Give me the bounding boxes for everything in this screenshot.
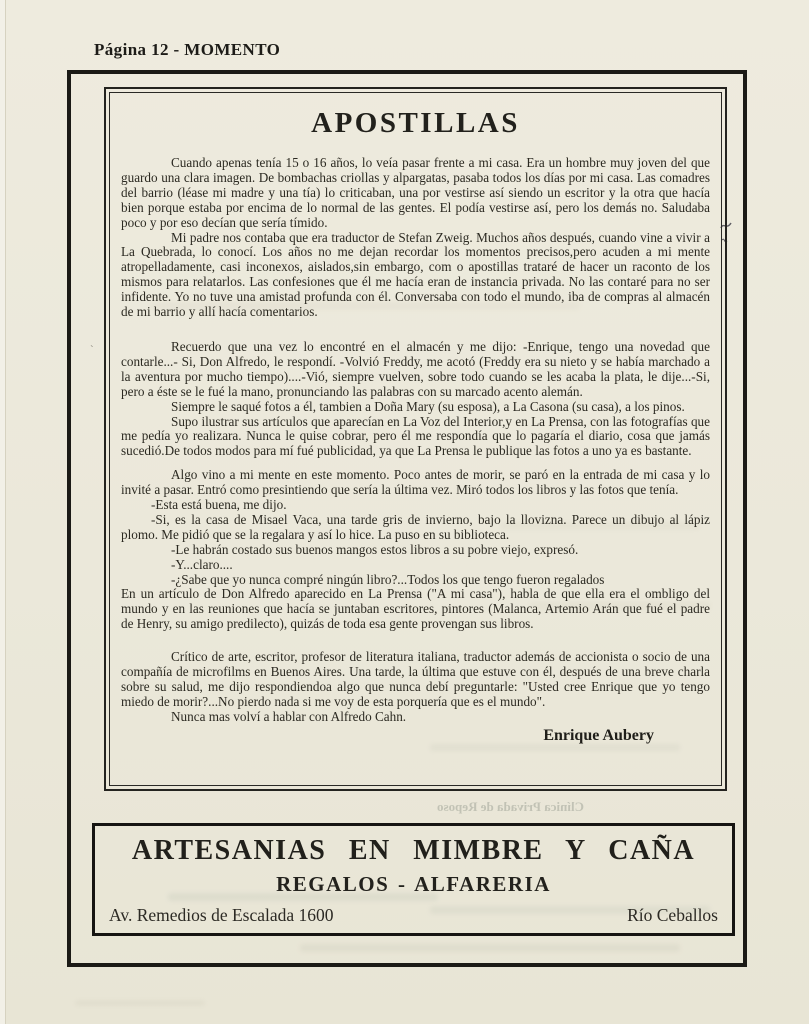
article-body	[121, 156, 710, 744]
article-paragraph: Nunca mas volví a hablar con Alfredo Cahn.	[171, 708, 407, 724]
scan-edge-artifact	[0, 0, 6, 1024]
article-paragraph: Recuerdo que una vez lo encontré en el almacén y me dijo: -Enrique, tengo una novedad que contarle...- Si, Don Alfredo, le respondí. -Volvió Freddy, me acotó (Freddy era su nieto y se había marchado a la aventura por mucho tiempo)....-Vió, siempre vuelven, sobre todo cuando se les acaba la plata, le dije...-Si, pero a éste se le fué la mano, pronunciando las palabras con su marcado acento alemán.	[121, 338, 710, 399]
article-dialogue-line: -Si, es la casa de Misael Vaca, una tarde gris de invierno, bajo la llovizna. Parece un dibujo al lápiz plomo. Me pidió que se la regalara y así lo hice. La puso en su biblioteca.	[121, 511, 710, 542]
page-header: Página 12 - MOMENTO	[94, 40, 281, 59]
margin-tick-mark: `	[90, 344, 94, 356]
article-paragraph: Siempre le saqué fotos a él, tambien a Doña Mary (su esposa), a La Casona (su casa), a los pinos.	[171, 398, 685, 414]
article-title: APOSTILLAS	[311, 107, 520, 139]
article-paragraph: En un artículo de Don Alfredo aparecido en La Prensa ("A mi casa"), habla de que ella era el ombligo del mundo y en las reuniones que hacía se juntaban escritores, pintores (Malanca, Artemio Arán que fué el padre de Henry, su amigo predilecto), quizás de toda esa gente provengan sus libros.	[121, 586, 710, 632]
advertisement-box	[92, 823, 735, 936]
bleedthrough-artifact	[75, 1000, 205, 1006]
ad-headline: ARTESANIAS EN MIMBRE Y CAÑA	[131, 835, 696, 866]
article-paragraph: Algo vino a mi mente en este momento. Poco antes de morir, se paró en la entrada de mi casa y lo invité a pasar. Entró como presintiendo que sería la última vez. Miró todos los libros y las fotos que tenía.	[121, 467, 710, 498]
article-paragraph: Mi padre nos contaba que era traductor de Stefan Zweig. Muchos años después, cuando vine a vivir a La Quebrada, lo conocí. Los años no me dejan recordar los momentos precisos,pero acuden a mi mente atropelladamente, casi inconexos, aislados,sin embargo, com o apostillas trataré de hacer un raconto de los mismos para relatarlos. Las confesiones que él me hacía eran de instancia privada. No las contaré para no ser infidente. Yo no tuve una amistad profunda con él. Conversaba con todo el mundo, iba de compras al almacén de mi barrio y allí hacía comentarios.	[121, 229, 710, 320]
ad-city: Río Ceballos	[627, 905, 718, 925]
ad-address: Av. Remedios de Escalada 1600	[109, 905, 334, 925]
article-box	[104, 87, 727, 791]
author-signature: Enrique Aubery	[543, 726, 654, 744]
ad-subheadline: REGALOS - ALFARERIA	[276, 872, 551, 896]
bleedthrough-artifact	[300, 944, 680, 952]
article-dialogue-line: -Esta está buena, me dijo.	[151, 497, 287, 513]
article-paragraph: Crítico de arte, escritor, profesor de literatura italiana, traductor además de accionista o socio de una compañía de microfilms en Buenos Aires. Una tarde, la última que estuve con él, después de una breve charla sobre su salud, me dijo respondiendoa algo que nunca debí preguntarle: "Usted cree Enrique que yo tengo miedo de morir?...No pierdo nada si me voy de esta porquería que es el mundo".	[121, 649, 710, 709]
article-paragraph: Cuando apenas tenía 15 o 16 años, lo veía pasar frente a mi casa. Era un hombre muy joven del que guardo una clara imagen. De bombachas criollas y alpargatas, pasaba todos los días por mi casa. Las comadres del barrio (léase mi madre y una tía) lo criticaban, una por vestirse así siendo un escritor y la otra que hacía bien porque estaba por encima de lo normal de las gentes. El podía vestirse así, pero los demás no. Saludaba poco y por eso decían que sería tímido.	[121, 155, 710, 230]
article-inner-border	[109, 92, 722, 786]
ad-bottom-row	[95, 905, 732, 926]
bleedthrough-mirrored-text: Clínica Privada de Reposo	[437, 799, 584, 814]
article-paragraph: Supo ilustrar sus artículos que aparecían en La Voz del Interior,y en La Prensa, con las fotografías que me pedía yo realizara. Nunca le quise cobrar, pero él me respondía que lo pagaría el diario, cosa que jamás sucedió.De todos modos para mí fué publicidad, ya que La Prensa le publique las fotos a uno ya es bastante.	[121, 413, 710, 459]
article-dialogue-line: -Y...claro....	[171, 556, 233, 572]
article-dialogue-line: -Le habrán costado sus buenos mangos estos libros a su pobre viejo, expresó.	[171, 541, 579, 557]
article-dialogue-line: -¿Sabe que yo nunca compré ningún libro?...Todos los que tengo fueron regalados	[171, 571, 605, 587]
